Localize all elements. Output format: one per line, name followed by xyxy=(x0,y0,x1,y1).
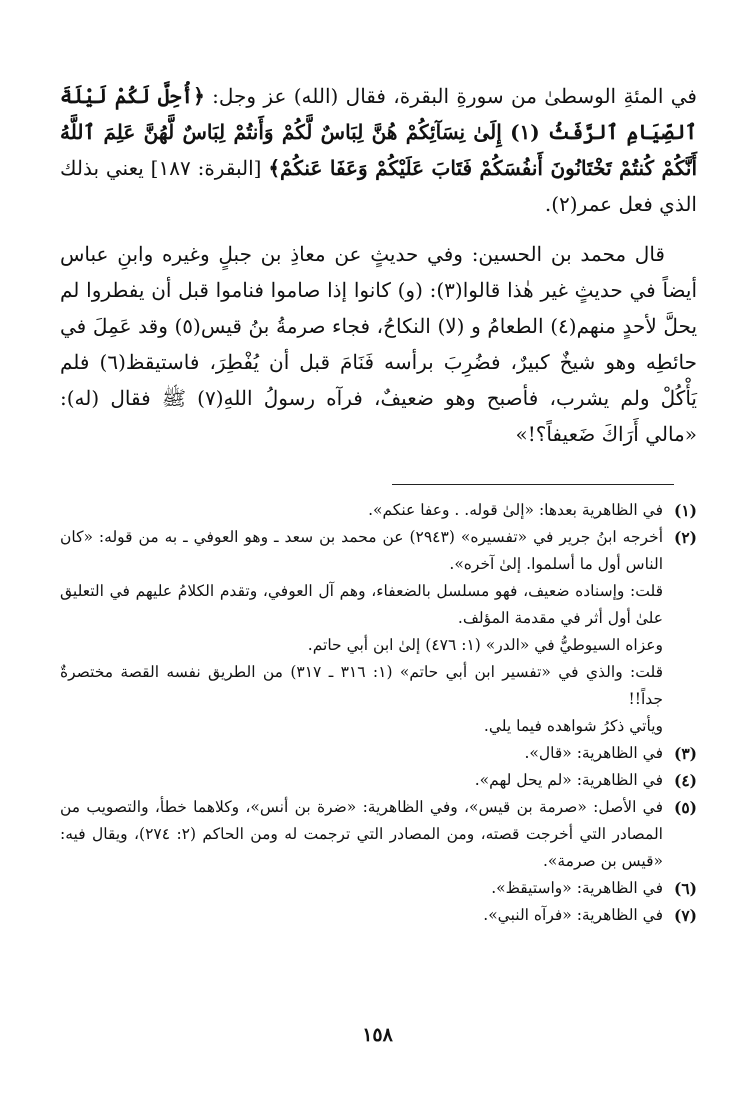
paragraph-1-intro: في المئةِ الوسطىٰ من سورةِ البقرة، فقال (الله) عز وجل: xyxy=(204,84,697,108)
footnote-text: في الظاهرية: «لم يحل لهم». xyxy=(474,771,663,789)
footnote-number: (٦) xyxy=(673,879,697,898)
footnote-1 xyxy=(60,497,697,524)
quran-verse: ﴿أُحِلَّ لَكُمْ لَيْلَةَ ٱلصِّيَامِ ٱلرَّفَثُ (١) إِلَىٰ نِسَآئِكُمْ هُنَّ لِبَاسٌ لَّكُمْ وَأَنتُمْ لِبَاسٌ لَّهُنَّ عَلِمَ ٱللَّهُ أَنَّكُمْ كُنتُمْ تَخْتَانُونَ أَنفُسَكُمْ فَتَابَ عَلَيْكُمْ وَعَفَا عَنكُمْ﴾ xyxy=(60,84,697,180)
footnote-divider xyxy=(392,484,674,485)
footnote-2-note-1: قلت: وإسناده ضعيف، فهو مسلسل بالضعفاء، وهم آل العوفي، وتقدم الكلامُ عليهم في التعليق علىٰ أول أثر في مقدمة المؤلف. xyxy=(60,582,663,627)
footnote-text: في الظاهرية: «فرآه النبي». xyxy=(483,906,663,924)
footnote-text: في الأصل: «صرمة بن قيس»، وفي الظاهرية: «ضرة بن أنس»، وكلاهما خطأ، والتصويب من المصادر التي أخرجت قصته، ومن المصادر التي ترجمت له ومن الحاكم (٢: ٢٧٤)، ويقال فيه: «قيس بن صرمة». xyxy=(60,798,663,870)
main-text xyxy=(60,78,697,452)
footnote-3 xyxy=(60,740,697,767)
footnote-6 xyxy=(60,875,697,902)
footnote-2-note-2: وعزاه السيوطيُّ في «الدر» (١: ٤٧٦) إلىٰ ابن أبي حاتم. xyxy=(307,636,663,654)
footnote-2-note-3: قلت: والذي في «تفسير ابن أبي حاتم» (١: ٣١٦ ـ ٣١٧) من الطريق نفسه القصة مختصرةٌ جداً!! xyxy=(60,663,663,708)
footnote-text: أخرجه ابنُ جرير في «تفسيره» (٢٩٤٣) عن محمد بن سعد ـ وهو العوفي ـ به من قوله: «كان الناس أول ما أسلموا. إلىٰ آخره». xyxy=(60,528,664,573)
footnote-7 xyxy=(60,902,697,929)
footnote-text: في الظاهرية: «واستيقظ». xyxy=(491,879,663,897)
footnote-5 xyxy=(60,794,697,875)
page-number: ١٥٨ xyxy=(362,1024,393,1046)
paragraph-2: قال محمد بن الحسين: وفي حديثٍ عن معاذِ بن جبلٍ وغيره وابنِ عباس أيضاً في حديثٍ غير هٰذا قالوا(٣): (و) كانوا إذا صاموا فناموا قبل أن يفطروا لم يحلَّ لأحدٍ منهم(٤) الطعامُ و (لا) النكاحُ، فجاء صرمةُ بنُ قيس(٥) وقد عَمِلَ في حائطِه وهو شيخٌ كبيرٌ، فضُرِبَ برأسه فَنَامَ قبل أن يُفْطِرَ، فاستيقظ(٦) فلم يَأْكُلْ ولم يشرب، فأصبح وهو ضعيفٌ، فرآه رسولُ اللهِ(٧) ﷺ فقال (له): «مالي أَرَاكَ ضَعيفاً؟!» xyxy=(60,242,698,446)
footnote-2 xyxy=(60,524,697,578)
footnote-text: في الظاهرية بعدها: «إلىٰ قوله. . وعفا عنكم». xyxy=(368,501,663,519)
footnote-number: (٣) xyxy=(673,744,697,763)
paragraph-1 xyxy=(60,78,697,222)
footnote-number: (١) xyxy=(673,501,697,520)
footnote-number: (٧) xyxy=(673,906,697,925)
footnote-2-note-4: ويأتي ذكرُ شواهده فيما يلي. xyxy=(483,717,663,735)
footnote-text: في الظاهرية: «قال». xyxy=(524,744,663,762)
footnote-number: (٤) xyxy=(673,771,697,790)
footnotes xyxy=(60,497,697,929)
paragraph-1-outro: [البقرة: ١٨٧] يعني بذلك الذي فعل عمر(٢). xyxy=(60,156,697,216)
footnote-4 xyxy=(60,767,697,794)
footnote-number: (٥) xyxy=(673,798,697,817)
footnote-number: (٢) xyxy=(673,528,697,547)
